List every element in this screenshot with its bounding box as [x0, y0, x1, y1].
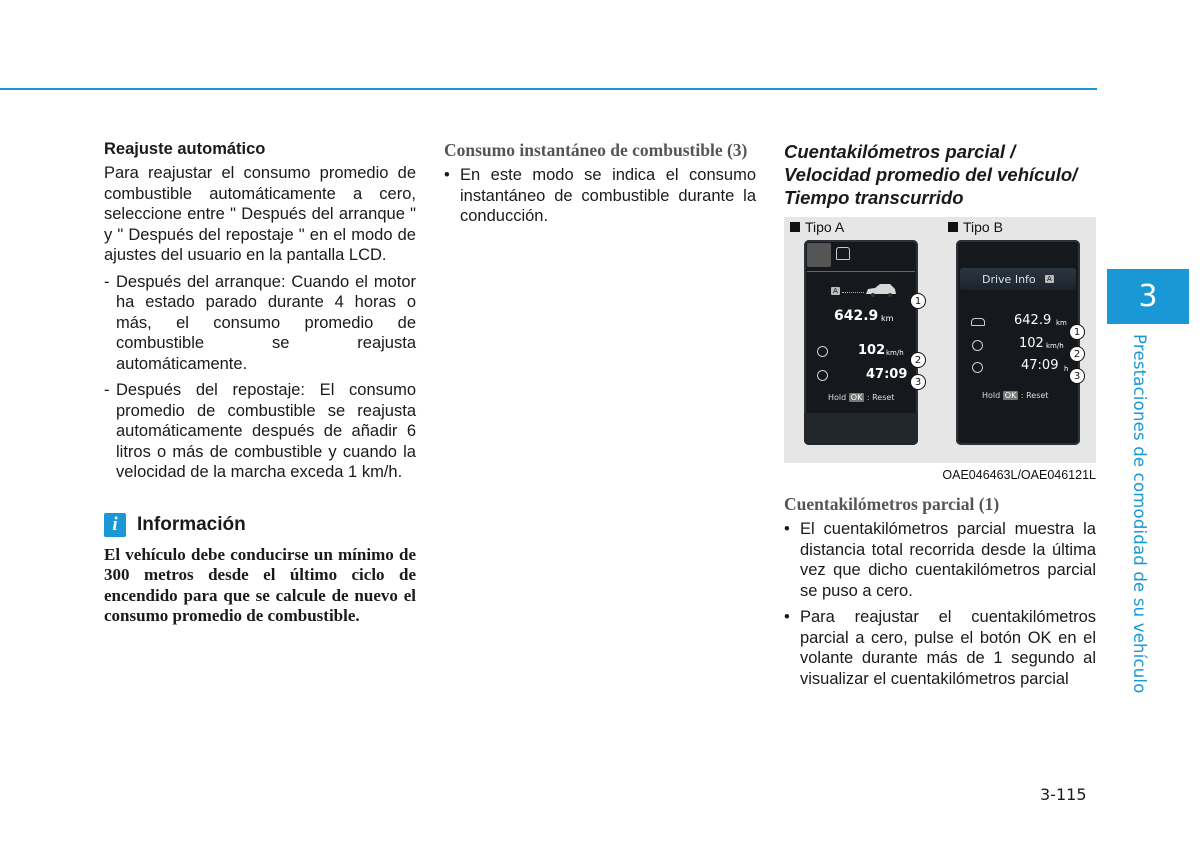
- drive-info-title: Drive Info: [982, 273, 1036, 286]
- list-item: • En este modo se indica el consumo instantáneo de combustible durante la conducción.: [444, 166, 756, 225]
- column-middle: [444, 140, 756, 233]
- car-icon: [836, 247, 850, 260]
- speed-icon: [972, 340, 983, 351]
- figure-code: OAE046463L/OAE046121L: [942, 468, 1096, 482]
- list-item-text: Después del arranque: Cuando el motor ha estado parado durante 4 horas o más, el consumo promedio de combustible se reajusta automáticamente.: [116, 272, 416, 373]
- speed-value: 102: [858, 343, 886, 358]
- mode-badge: A: [1047, 275, 1052, 283]
- list-item-text: Para reajustar el cuentakilómetros parcial a cero, pulse el botón OK en el volante durante más de 1 segundo al visualizar el cuentakilómetros parcial: [800, 608, 1096, 688]
- list-item-text: En este modo se indica el consumo instantáneo de combustible durante la conducción.: [460, 166, 756, 225]
- subsection-heading: Cuentakilómetros parcial (1): [784, 494, 1000, 514]
- section-heading: Consumo instantáneo de combustible (3): [444, 140, 748, 160]
- speed-unit: km/h: [1046, 342, 1064, 350]
- info-title: Información: [137, 513, 246, 535]
- hold-reset-hint: Hold OK : Reset: [982, 391, 1049, 400]
- hold-reset-hint: Hold OK : Reset: [828, 393, 895, 402]
- trip-unit: km: [881, 314, 894, 323]
- chapter-title: Prestaciones de comodidad de su vehículo: [1130, 334, 1149, 694]
- vehicle-icon: [864, 283, 898, 297]
- speed-icon: [817, 346, 828, 357]
- list-item-text: El cuentakilómetros parcial muestra la distancia total recorrida desde la última vez que dicho cuentakilómetros parcial se puso a cero.: [800, 520, 1096, 600]
- info-icon: i: [104, 513, 126, 537]
- car-icon: [971, 318, 985, 326]
- clock-icon: [972, 362, 983, 373]
- paragraph: Para reajustar el consumo promedio de combustible automáticamente a cero, seleccione entre " Después del arranque " y " Después del repostaje " en el modo de ajustes del usuario en la pantalla LCD.: [104, 164, 416, 264]
- list-item-text: Después del repostaje: El consumo promedio de combustible se reajusta automáticamente después de añadir 6 litros o más de combustible y cuando la velocidad de la marcha exceda 1 km/h.: [116, 381, 416, 481]
- callout-3: 3: [1069, 368, 1085, 384]
- list-item: • El cuentakilómetros parcial muestra la distancia total recorrida desde la última vez que dicho cuentakilómetros parcial se puso a cero.: [784, 520, 1096, 600]
- figure-label-b: Tipo B: [948, 219, 1003, 235]
- clock-icon: [817, 370, 828, 381]
- info-text: El vehículo debe conducirse un mínimo de 300 metros desde el último ciclo de encendido para que se calcule de nuevo el consumo promedio de combustible.: [104, 544, 416, 625]
- callout-2: 2: [1069, 346, 1085, 362]
- cluster-screen-b: [956, 240, 1080, 445]
- section-heading: Reajuste automático: [104, 140, 266, 158]
- callout-1: 1: [1069, 324, 1085, 340]
- chapter-tab: [1107, 269, 1189, 324]
- callout-1: 1: [910, 293, 926, 309]
- cluster-screen-a: [804, 240, 918, 445]
- callout-2: 2: [910, 352, 926, 368]
- column-left: [104, 140, 416, 627]
- chapter-number: 3: [1138, 279, 1158, 314]
- trip-unit: km: [1056, 319, 1067, 327]
- info-header: [104, 513, 416, 537]
- list-item: • Para reajustar el cuentakilómetros parcial a cero, pulse el botón OK en el volante durante más de 1 segundo al visualizar el cuentakilómetros parcial: [784, 608, 1096, 688]
- mode-badge: A: [833, 287, 838, 295]
- list-item: - Después del repostaje: El consumo promedio de combustible se reajusta automáticamente después de añadir 6 litros o más de combustible y cuando la velocidad de la marcha exceda 1 km/h.: [104, 381, 416, 481]
- time-unit: h: [1064, 365, 1069, 373]
- time-value: 47:09: [1021, 358, 1059, 373]
- speed-value: 102: [1019, 336, 1044, 351]
- speed-unit: km/h: [886, 349, 904, 357]
- header-rule: [0, 88, 1097, 90]
- page-number: 3-115: [1040, 785, 1087, 804]
- time-value: 47:09: [866, 367, 908, 382]
- menu-tile: [807, 243, 831, 267]
- section-heading: Cuentakilómetros parcial / Velocidad promedio del vehículo/ Tiempo transcurrido: [784, 141, 1078, 208]
- figure-label-a: Tipo A: [790, 219, 844, 235]
- trip-value: 642.9: [834, 308, 879, 324]
- cluster-figure: [784, 217, 1096, 463]
- trip-value: 642.9: [1014, 313, 1052, 328]
- list-item: - Después del arranque: Cuando el motor ha estado parado durante 4 horas o más, el consumo promedio de combustible se reajusta automáticamente.: [104, 272, 416, 373]
- column-right: [784, 140, 1096, 695]
- callout-3: 3: [910, 374, 926, 390]
